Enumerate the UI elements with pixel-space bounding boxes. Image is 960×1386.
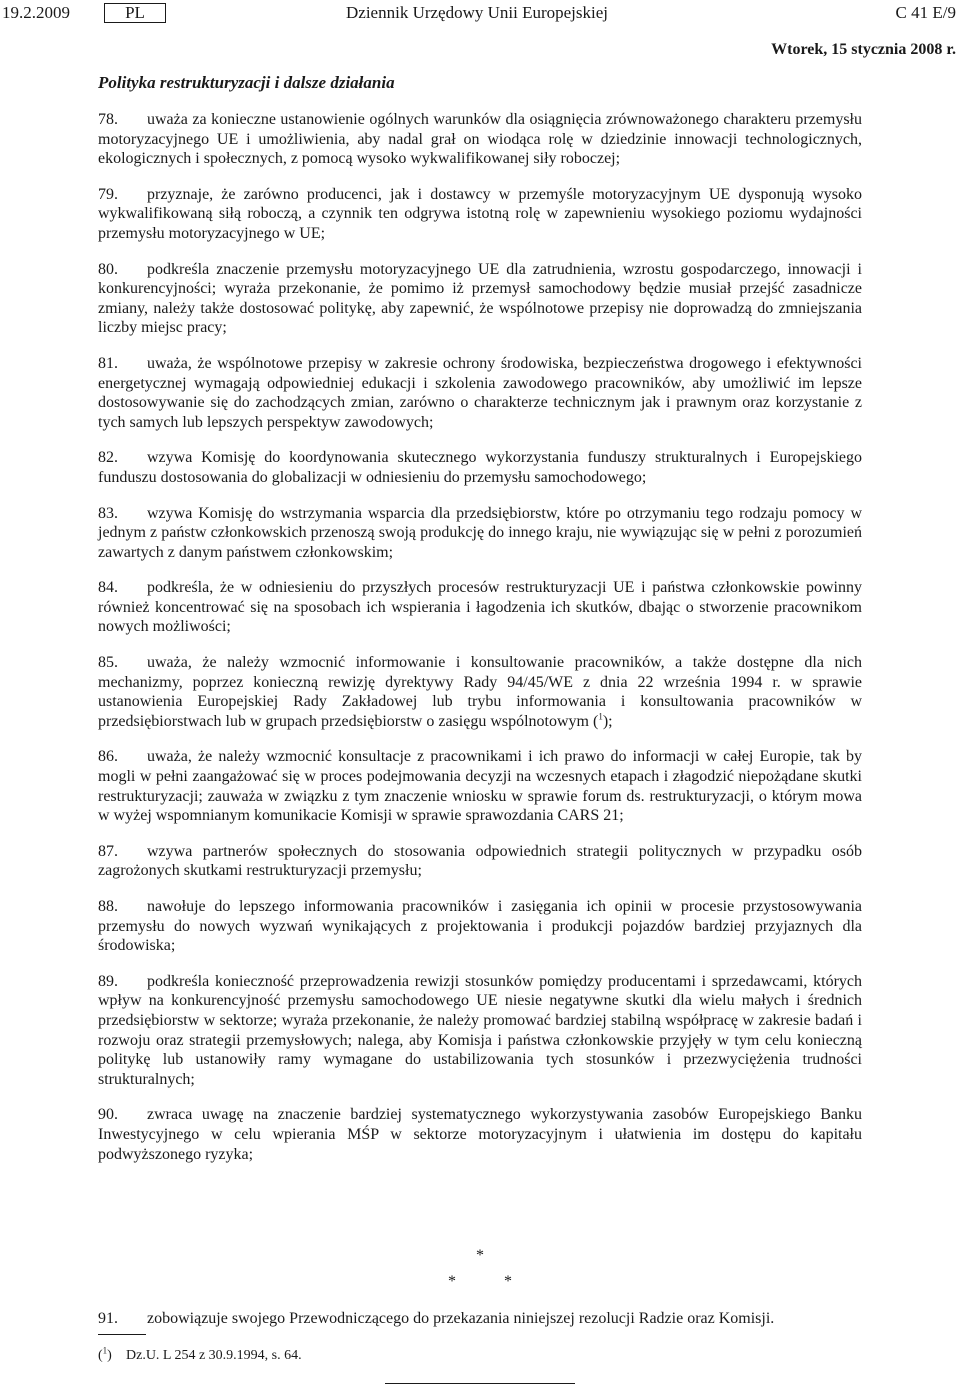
paragraph-85: [98, 653, 862, 731]
paragraph-text: uważa za konieczne ustanowienie ogólnych warunków dla osiągnięcia zrównoważonego charakteru przemysłu motoryzacyjnego UE i umożliwienia, aby nadal grał on wiodąca rolę w dziedzinie innowacji technologicznych, ekologicznych i społecznych, z pomocą wysoko wykwalifikowanej siły roboczej;: [98, 111, 862, 168]
footnote-divider: [98, 1334, 146, 1335]
paragraph-number: 87.: [98, 842, 118, 860]
footnote-text: Dz.U. L 254 z 30.9.1994, s. 64.: [126, 1348, 302, 1363]
paragraph-text: zobowiązuje swojego Przewodniczącego do przekazania niniejszej rezolucji Radzie oraz Komisji.: [147, 1310, 775, 1327]
paragraph-text: wzywa Komisję do koordynowania skutecznego wykorzystania funduszy strukturalnych i Europejskiego funduszu dostosowania do globalizacji w odniesieniu do przemysłu samochodowego;: [98, 449, 862, 486]
paragraph-number: 86.: [98, 748, 118, 766]
paragraph-number: 78.: [98, 111, 118, 128]
paragraph-81: [98, 354, 862, 432]
paragraph-text: wzywa Komisję do wstrzymania wsparcia dla przedsiębiorstw, które po otrzymaniu tego rodzaju pomocy w jednym z państw członkowskich przenoszą swoją produkcję do innego kraju, nie wywiązując się w pełni z porozumień zawartych z danym państwem członkowskim;: [98, 504, 862, 561]
paragraph-number: 88.: [98, 898, 118, 915]
paragraph-number: 90.: [98, 1106, 118, 1124]
paragraph-text: zwraca uwagę na znaczenie bardziej systematycznego wykorzystywania zasobów Europejskiego Banku Inwestycyjnego w celu wpierania MŚP w sektorze motoryzacyjnym i ułatwienia im dostępu do kapitału podwyższonego ryzyka;: [98, 1106, 862, 1163]
page-reference: C 41 E/9: [895, 3, 956, 22]
journal-title: Dziennik Urzędowy Unii Europejskiej: [346, 3, 609, 22]
page-end-rule: [385, 1383, 575, 1384]
paragraph-text: uważa, że należy wzmocnić konsultacje z pracownikami i ich prawo do informacji w całej Europie, tak by mogli w pełni zaangażować się w proces podejmowania decyzji na wczesnych etapach i złagodzić niepożądane skutki restrukturyzacji; zauważa w związku z tym znaczenie wniosku w sprawie forum ds. restrukturyzacji, o którym mowa w wyżej wspomnianym komunikacie Komisji w sprawie sprawozdania CARS 21;: [98, 748, 862, 825]
paragraph-text: nawołuje do lepszego informowania pracowników i zasięgania ich opinii w procesie przystosowywania przemysłu do nowych wyzwań wynikających z projektowania i produkcji pojazdów bardziej przyjaznych dla środowiska;: [98, 898, 862, 955]
sitting-date: Wtorek, 15 stycznia 2008 r.: [771, 41, 956, 58]
paragraph-text: wzywa partnerów społecznych do stosowania odpowiednich strategii politycznych w przypadku osób zagrożonych skutkami restrukturyzacji przemysłu;: [98, 842, 862, 880]
paragraph-number: 91.: [98, 1310, 118, 1327]
paragraph-number: 81.: [98, 354, 118, 372]
paragraph-number: 80.: [98, 260, 118, 278]
paragraph-number: 83.: [98, 504, 118, 522]
paragraph-91: [98, 1309, 862, 1329]
paragraph-90: [98, 1105, 862, 1164]
paragraph-number: 79.: [98, 185, 118, 203]
paragraph-number: 89.: [98, 972, 118, 990]
asterism-bottom: * *: [448, 1273, 534, 1290]
paragraph-text: podkreśla, że w odniesieniu do przyszłych procesów restrukturyzacji UE i państwa członkowskie powinny również koncentrować się na sposobach ich wspierania i łagodzenia ich skutków, dbając o stworzenie pracownikom nowych możliwości;: [98, 579, 862, 636]
header-date: 19.2.2009: [2, 3, 70, 22]
section-title: Polityka restrukturyzacji i dalsze działania: [98, 73, 395, 92]
paragraph-86: [98, 747, 862, 825]
language-code: PL: [104, 3, 166, 23]
paragraph-text: uważa, że wspólnotowe przepisy w zakresie ochrony środowiska, bezpieczeństwa drogowego i efektywności energetycznej wymagają odpowiedniej edukacji i szkolenia zawodowego pracowników, aby umożliwić im lepsze dostosowywanie się do zachodzących zmian, zarówno o charakterze technicznym jak i prawnym oraz korzystanie z tych samych lub lepszych perspektyw zawodowych;: [98, 354, 862, 431]
paragraph-89: [98, 972, 862, 1090]
paragraph-text: podkreśla znaczenie przemysłu motoryzacyjnego UE dla zatrudnienia, wzrostu gospodarczego, innowacji i konkurencyjności; wyraża przekonanie, że pomimo iż przemysł samochodowy będzie musiał przejść zasadnicze zmiany, należy także dostosować politykę, aby zapewnić, że wspólnotowe przepisy nie doprowadzą do zmniejszania liczby miejsc pracy;: [98, 260, 862, 337]
paragraph-83: [98, 504, 862, 563]
paragraph-list: [98, 110, 862, 1180]
footnote: [98, 1347, 302, 1365]
paragraph-79: [98, 185, 862, 244]
footnote-number: 1: [102, 1345, 108, 1356]
paragraph-78: [98, 110, 862, 169]
paragraph-80: [98, 260, 862, 338]
footnote-reference: 1: [598, 711, 603, 722]
paragraph-82: [98, 448, 862, 487]
paragraph-text: podkreśla konieczność przeprowadzenia rewizji stosunków pomiędzy producentami i sprzedawcami, których wpływ na konkurencyjność przemysłu samochodowego UE niesie negatywne skutki dla wielu małych i średnich przedsiębiorstw w sektorze; wyraża przekonanie, że należy promować bardziej stabilną współpracę w zakresie badań i rozwoju oraz strategii przemysłowych; nalega, aby Komisja i państwa członkowskie przyjęły w tym celu konieczną politykę lub ustanowiły ramy wymagane do ustabilizowania tych stosunków i przezwyciężenia trudności strukturalnych;: [98, 972, 862, 1088]
footnote-mark: ($^1$): [98, 1345, 112, 1363]
paragraph-87: [98, 842, 862, 881]
paragraph-88: [98, 897, 862, 956]
asterism-top: *: [476, 1247, 484, 1264]
paragraph-84: [98, 578, 862, 637]
paragraph-number: 84.: [98, 579, 118, 597]
paragraph-text: uważa, że należy wzmocnić informowanie i konsultowanie pracowników, a także dostępne dla nich mechanizmy, poprzez konieczną rewizję dyrektywy Rady 94/45/WE z dnia 22 września 1994 r. w sprawie ustanowienia Europejskiej Rady Zakładowej lub trybu informowania i konsultowania pracowników w przedsiębiorstwach lub w grupach przedsiębiorstw o zasięgu wspólnotowym (: [98, 654, 862, 730]
paragraph-text-end: );: [602, 712, 613, 730]
paragraph-number: 82.: [98, 449, 118, 467]
paragraph-text: przyznaje, że zarówno producenci, jak i dostawcy w przemyśle motoryzacyjnym UE dysponują wysoko wykwalifikowaną siłą roboczą, a czynnik ten odgrywa istotną rolę w zapewnieniu wysokiego poziomu wydajności przemysłu motoryzacyjnego w UE;: [98, 185, 862, 242]
paragraph-number: 85.: [98, 654, 118, 672]
